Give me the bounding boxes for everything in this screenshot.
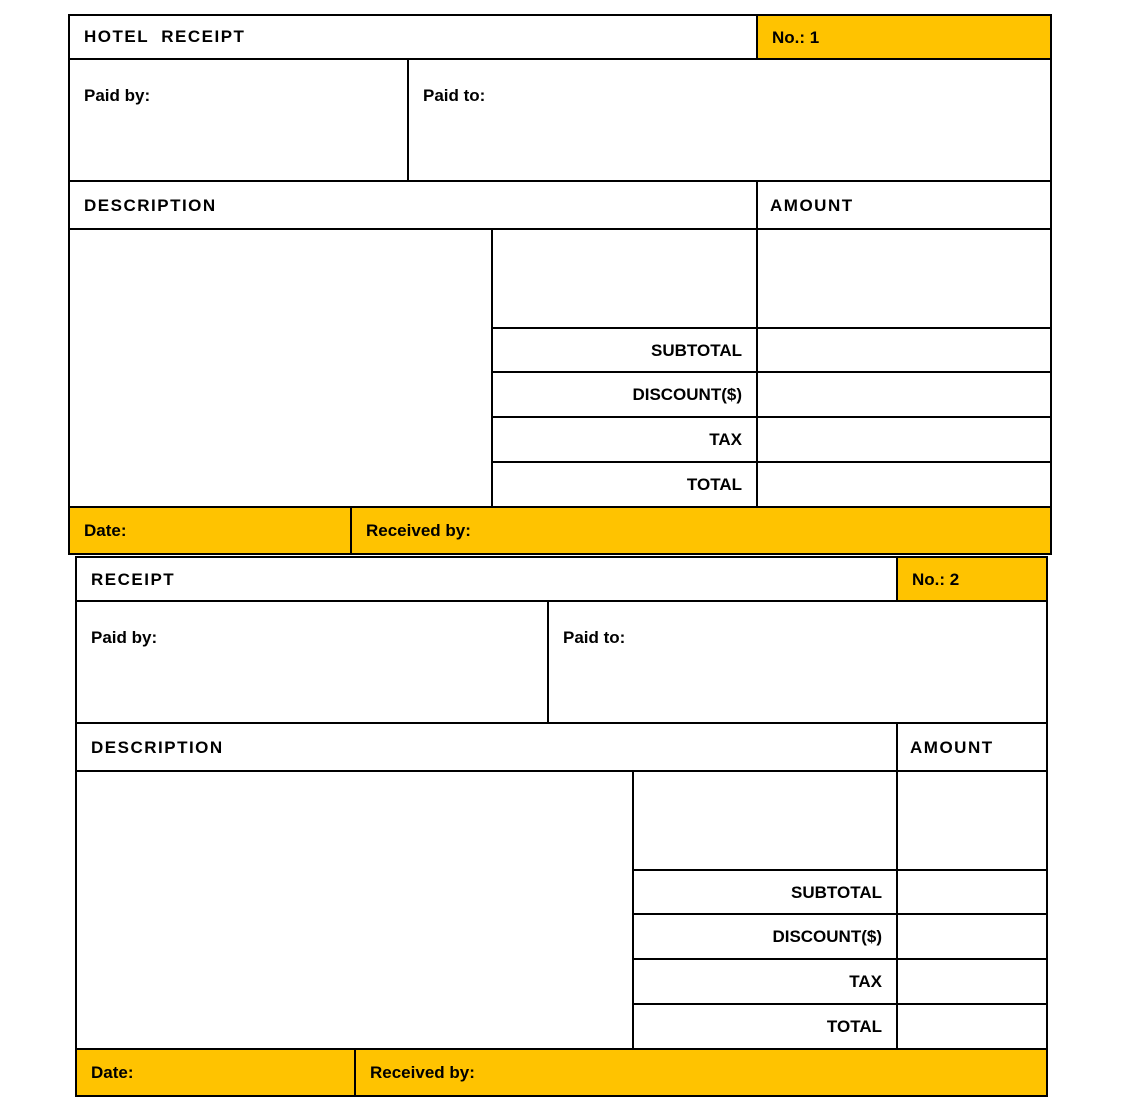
received-by-label: Received by:: [366, 521, 471, 540]
date-label: Date:: [91, 1063, 134, 1082]
paid-to-label: Paid to:: [563, 628, 626, 647]
discount-label-cell: [632, 913, 898, 960]
paid-by-label: Paid by:: [91, 628, 158, 647]
received-by-label: Received by:: [370, 1063, 475, 1082]
received-by-field[interactable]: [354, 1048, 1048, 1097]
discount-label: DISCOUNT($): [772, 927, 882, 946]
total-value-cell[interactable]: [896, 1003, 1048, 1050]
subtotal-label-cell: [632, 869, 898, 915]
total-label-cell: [632, 1003, 898, 1050]
description-header: DESCRIPTION: [91, 738, 224, 757]
item-amount-cell[interactable]: [896, 770, 1048, 871]
description-header-cell: [75, 722, 898, 772]
item-description-cell[interactable]: [632, 770, 898, 871]
description-area[interactable]: [75, 770, 634, 1050]
receipt-title: HOTEL RECEIPT: [84, 27, 246, 46]
paid-to-label: Paid to:: [423, 86, 486, 105]
receipt-number-cell: [896, 556, 1048, 602]
paid-by-label: Paid by:: [84, 86, 151, 105]
date-field[interactable]: [75, 1048, 356, 1097]
receipt-title-cell: [75, 556, 898, 602]
subtotal-label: SUBTOTAL: [791, 883, 882, 902]
paid-by-field[interactable]: [75, 600, 549, 724]
subtotal-label: SUBTOTAL: [651, 341, 742, 360]
discount-value-cell[interactable]: [896, 913, 1048, 960]
total-label: TOTAL: [826, 1017, 882, 1036]
tax-label: TAX: [709, 430, 742, 449]
discount-label: DISCOUNT($): [632, 385, 742, 404]
receipt-number: No.: 2: [912, 570, 960, 589]
total-label: TOTAL: [686, 475, 742, 494]
tax-label-cell: [632, 958, 898, 1005]
tax-label: TAX: [849, 972, 882, 991]
amount-header: AMOUNT: [910, 738, 994, 757]
receipt-number: No.: 1: [772, 28, 820, 47]
amount-header-cell: [896, 722, 1048, 772]
receipt-title: RECEIPT: [91, 570, 176, 589]
amount-header: AMOUNT: [770, 196, 854, 215]
tax-value-cell[interactable]: [896, 958, 1048, 1005]
date-label: Date:: [84, 521, 127, 540]
description-header: DESCRIPTION: [84, 196, 217, 215]
paid-to-field[interactable]: [547, 600, 1048, 724]
subtotal-value-cell[interactable]: [896, 869, 1048, 915]
